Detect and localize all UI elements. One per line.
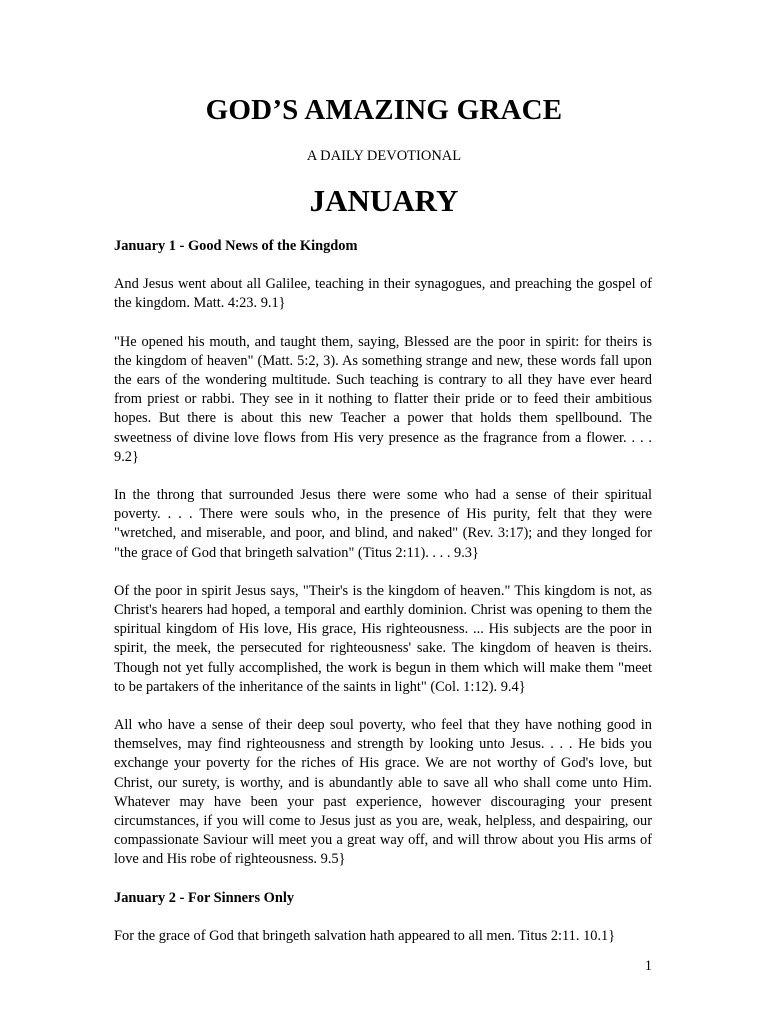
paragraph: For the grace of God that bringeth salvation hath appeared to all men. Titus 2:11. 10.1} — [114, 927, 616, 944]
entry-january-1 — [114, 237, 652, 870]
page-number: 1 — [644, 958, 652, 974]
paragraph: "He opened his mouth, and taught them, saying, Blessed are the poor in spirit: for theirs is the kingdom of heaven" (Matt. 5:2, 3). As something strange and new, these words fall upon the ears of the wondering multitude. Such teaching is contrary to all they have ever heard from priest or rabbi. They see in it nothing to flatter their pride or to feed their ambitious hopes. But there is about this new Teacher a power that holds them spellbound. The sweetness of divine love flows from His very presence as the fragrance from a flower. . . . 9.2} — [114, 333, 652, 465]
month-heading: JANUARY — [309, 183, 459, 218]
entry-january-2 — [114, 889, 652, 946]
document-subtitle: A DAILY DEVOTIONAL — [306, 148, 462, 164]
entry-title: January 2 - For Sinners Only — [114, 889, 295, 906]
paragraph: Of the poor in spirit Jesus says, "Their's is the kingdom of heaven." This kingdom is not, as Christ's hearers had hoped, a temporal and earthly dominion. Christ was opening to them the spiritual kingdom of His love, His grace, His righteousness. ... His subjects are the poor in spirit, the meek, the persecuted for righteousness' sake. The kingdom of heaven is theirs. Though not yet fully accomplished, the work is begun in them which will make them "meet to be partakers of the inheritance of the saints in light" (Col. 1:12). 9.4} — [114, 582, 652, 695]
document-body — [114, 237, 652, 965]
entry-title: January 1 - Good News of the Kingdom — [114, 238, 358, 254]
document-title: GOD’S AMAZING GRACE — [205, 94, 563, 126]
paragraph: All who have a sense of their deep soul poverty, who feel that they have nothing good in themselves, may find righteousness and strength by looking unto Jesus. . . . He bids you exchange your poverty for the riches of His grace. We are not worthy of God's love, but Christ, our surety, is worthy, and is abundantly able to save all who shall come unto Him. Whatever may have been your past experience, however discouraging your present circumstances, if you will come to Jesus just as you are, weak, helpless, and despairing, our compassionate Saviour will meet you a great way off, and will throw about you His arms of love and His robe of righteousness. 9.5} — [114, 717, 652, 868]
paragraph: And Jesus went about all Galilee, teaching in their synagogues, and preaching the gospel of the kingdom. Matt. 4:23. 9.1} — [114, 276, 652, 312]
paragraph: In the throng that surrounded Jesus there were some who had a sense of their spiritual poverty. . . . There were souls who, in the presence of His purity, felt that they were "wretched, and miserable, and poor, and blind, and naked" (Rev. 3:17); and they longed for "the grace of God that bringeth salvation" (Titus 2:11). . . . 9.3} — [114, 487, 652, 561]
